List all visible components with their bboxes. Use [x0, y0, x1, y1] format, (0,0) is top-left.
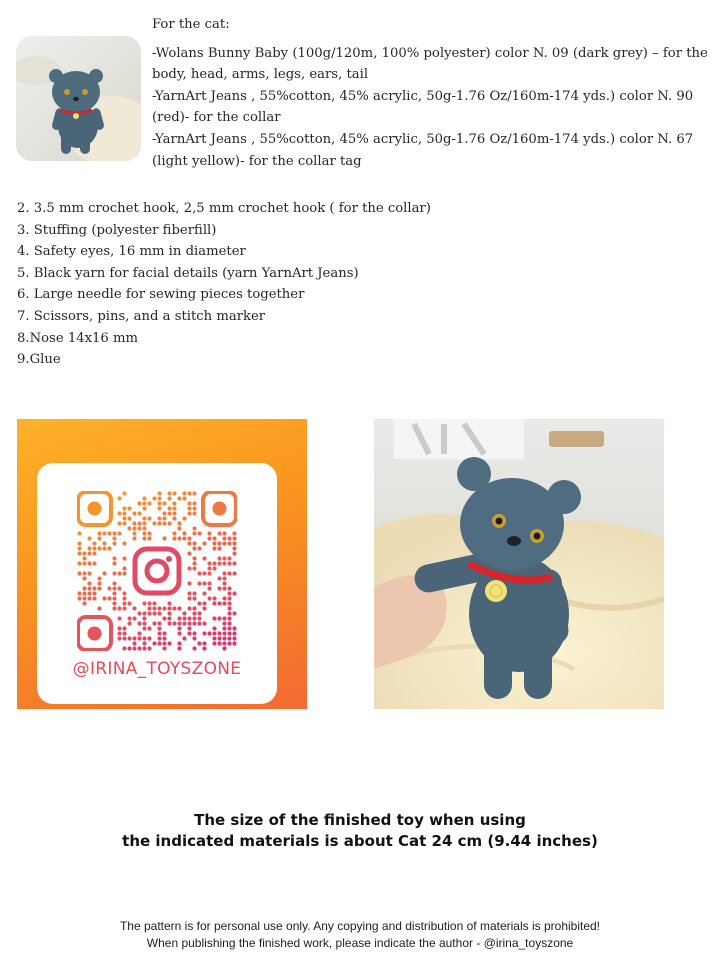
list-item: 5. Black yarn for facial details (yarn YarnArt Jeans) [17, 265, 359, 281]
qr-card[interactable] [37, 463, 277, 704]
footer-line-2: When publishing the finished work, please indicate the author - @irina_toyszone [146, 936, 574, 950]
list-item: 3. Stuffing (polyester fiberfill) [17, 222, 217, 238]
finished-size-note [80, 810, 640, 852]
yarn-item-body: -Wolans Bunny Baby (100g/120m, 100% polyester) color N. 09 (dark grey) – for the body, head, arms, legs, ears, tail [152, 45, 708, 83]
section-title: For the cat: [152, 17, 230, 32]
footer-line-1: The pattern is for personal use only. Any copying and distribution of materials is prohibited! [119, 919, 601, 933]
list-item: 8.Nose 14x16 mm [17, 330, 139, 346]
size-line-2: the indicated materials is about Cat 24 cm (9.44 inches) [122, 832, 598, 850]
instagram-handle[interactable]: @IRINA_TOYSZONE [72, 659, 242, 679]
cat-thumbnail-photo [16, 36, 141, 161]
list-item: 2. 3.5 mm crochet hook, 2,5 mm crochet hook ( for the collar) [17, 201, 431, 216]
list-item: 7. Scissors, pins, and a stitch marker [17, 308, 266, 324]
copyright-footer [40, 918, 680, 952]
size-line-1: The size of the finished toy when using [194, 811, 526, 829]
list-item: 9.Glue [17, 352, 61, 368]
qr-code-icon [77, 491, 237, 651]
yarn-item-tag: -YarnArt Jeans , 55%cotton, 45% acrylic, 50g-1.76 Oz/160m-174 yds.) color N. 67 (light yellow)- for the collar tag [152, 131, 694, 169]
cat-thumbnail-illustration [16, 36, 141, 161]
finished-cat-photo [374, 419, 664, 709]
finished-cat-illustration [374, 419, 664, 709]
materials-list [17, 198, 537, 371]
instagram-icon [135, 549, 179, 593]
yarn-description [152, 14, 712, 172]
list-item: 6. Large needle for sewing pieces together [17, 287, 305, 303]
instagram-qr-panel [17, 419, 307, 709]
yarn-item-collar: -YarnArt Jeans , 55%cotton, 45% acrylic, 50g-1.76 Oz/160m-174 yds.) color N. 90 (red)- for the collar [152, 88, 694, 126]
list-item: 4. Safety eyes, 16 mm in diameter [17, 244, 246, 260]
